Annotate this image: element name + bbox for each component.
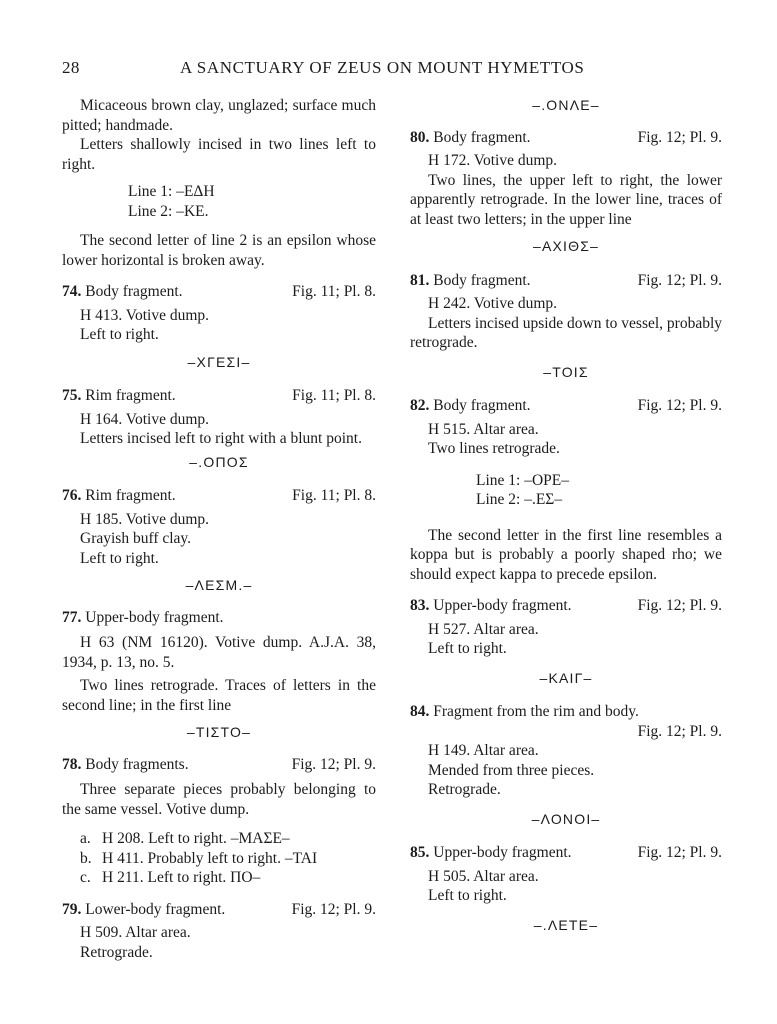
- entry-number: 78.: [62, 755, 82, 773]
- entry-line: Left to right.: [80, 326, 159, 343]
- paragraph: Micaceous brown clay, unglazed; surface much pitted; handmade.: [62, 97, 376, 134]
- figure-reference: Fig. 11; Pl. 8.: [292, 387, 376, 404]
- entry-title: Rim fragment.: [85, 487, 176, 504]
- catalog-entry-84: [410, 702, 722, 722]
- entry-number: 77.: [62, 608, 82, 626]
- entry-title: Body fragment.: [433, 271, 531, 289]
- entry-line: The second letter in the first line resembles a koppa but is probably a poorly shaped rho; we should expect kappa to precede epsilon.: [410, 526, 722, 583]
- entry-line: Letters incised upside down to vessel, probably retrograde.: [410, 314, 723, 351]
- figure-reference: Fig. 12; Pl. 9.: [291, 755, 376, 773]
- running-title: A SANCTUARY OF ZEUS ON MOUNT HYMETTOS: [180, 58, 585, 77]
- entry-line: Left to right.: [428, 640, 507, 657]
- entry-number: 84.: [410, 703, 430, 720]
- entry-line: H 149. Altar area.: [428, 742, 539, 759]
- greek-inscription: –ΑΧΙΘΣ–: [532, 238, 600, 254]
- greek-inscription: –ΛΟΝΟΙ–: [531, 810, 601, 827]
- item-text: H 411. Probably left to right. –ΤΑΙ: [102, 849, 318, 867]
- item-text: H 208. Left to right. –ΜΑΣΕ–: [102, 830, 290, 847]
- entry-line: H 185. Votive dump.: [80, 510, 210, 528]
- right-column: [410, 96, 722, 935]
- entry-line: H 515. Altar area.: [428, 420, 539, 438]
- entry-line: H 413. Votive dump.: [80, 306, 210, 324]
- entry-line: H 164. Votive dump.: [80, 410, 210, 428]
- figure-reference: Fig. 12; Pl. 9.: [637, 597, 722, 614]
- entry-title: Lower-body fragment.: [85, 900, 226, 918]
- list-item: [62, 829, 376, 849]
- figure-reference: Fig. 12; Pl. 9.: [637, 722, 722, 740]
- inscription-line: Line 2: –ΚΕ.: [128, 202, 209, 220]
- greek-inscription: –ΤΙΣΤΟ–: [186, 724, 252, 740]
- entry-line: Left to right.: [80, 549, 159, 567]
- greek-inscription: –.ΟΠΟΣ: [189, 453, 249, 470]
- entry-number: 80.: [410, 128, 430, 146]
- figure-reference: Fig. 12; Pl. 9.: [637, 397, 722, 414]
- item-label: a.: [80, 830, 91, 847]
- paragraph: Letters shallowly incised in two lines left to right.: [62, 136, 376, 173]
- item-label: b.: [80, 849, 92, 867]
- list-item: [62, 868, 376, 888]
- figure-reference: Fig. 12; Pl. 9.: [637, 128, 722, 146]
- entry-title: Upper-body fragment.: [85, 608, 224, 626]
- entry-line: Grayish buff clay.: [80, 530, 192, 547]
- entry-line: Letters incised left to right with a blunt point.: [80, 430, 362, 447]
- figure-reference: Fig. 12; Pl. 9.: [637, 844, 722, 861]
- catalog-entry-79: [62, 900, 376, 920]
- entry-number: 83.: [410, 597, 430, 614]
- entry-number: 81.: [410, 271, 430, 289]
- entry-line: Two lines retrograde. Traces of letters in the second line; in the first line: [62, 677, 376, 714]
- entry-title: Fragment from the rim and body.: [433, 703, 639, 720]
- entry-line: H 63 (NM 16120). Votive dump. A.J.A. 38, 1934, p. 13, no. 5.: [62, 634, 376, 671]
- entry-line: Mended from three pieces.: [428, 761, 595, 779]
- catalog-entry-76: [62, 486, 376, 506]
- catalog-entry-80: [410, 128, 722, 148]
- entry-number: 74.: [62, 283, 82, 300]
- greek-inscription: –ΧΓΕΣΙ–: [187, 353, 251, 370]
- greek-inscription: –.ΟΝΛΕ–: [532, 97, 600, 113]
- figure-reference: Fig. 11; Pl. 8.: [292, 487, 376, 504]
- page-header: [62, 58, 722, 82]
- entry-line: Two lines retrograde.: [428, 440, 560, 457]
- entry-number: 76.: [62, 487, 82, 504]
- entry-line: H 505. Altar area.: [428, 867, 539, 885]
- entry-line: Retrograde.: [80, 943, 153, 961]
- catalog-entry-78: [62, 755, 376, 775]
- greek-inscription: –ΛΕΣΜ.–: [185, 577, 253, 593]
- catalog-entry-83: [410, 596, 722, 616]
- entry-line: Left to right.: [428, 887, 507, 904]
- entry-title: Rim fragment.: [85, 387, 176, 404]
- paragraph: The second letter of line 2 is an epsilon whose lower horizontal is broken away.: [62, 232, 376, 269]
- item-text: H 211. Left to right. ΠΟ–: [102, 869, 261, 886]
- catalog-entry-81: [410, 271, 722, 291]
- item-label: c.: [80, 869, 91, 886]
- entry-line: Retrograde.: [428, 781, 501, 798]
- catalog-entry-74: [62, 282, 376, 302]
- entry-title: Body fragment.: [85, 283, 183, 300]
- inscription-line: Line 2: –.ΕΣ–: [476, 491, 563, 508]
- entry-line: Two lines, the upper left to right, the lower apparently retrograde. In the lower line, traces of at least two letters; in the upper line: [410, 171, 722, 228]
- entry-number: 79.: [62, 900, 82, 918]
- catalog-entry-75: [62, 386, 376, 406]
- entry-line: H 527. Altar area.: [428, 620, 539, 638]
- entry-title: Body fragments.: [85, 755, 189, 773]
- catalog-entry-85: [410, 843, 722, 863]
- figure-reference: Fig. 12; Pl. 9.: [637, 271, 722, 289]
- entry-number: 75.: [62, 387, 82, 404]
- left-column: [62, 96, 376, 962]
- catalog-entry-77: [62, 608, 376, 628]
- catalog-entry-82: [410, 396, 722, 416]
- entry-line: H 242. Votive dump.: [428, 295, 558, 312]
- page-number: 28: [62, 58, 80, 77]
- figure-reference: Fig. 12; Pl. 9.: [291, 900, 376, 918]
- inscription-line: Line 1: –ΟΡΕ–: [476, 471, 569, 489]
- entry-title: Body fragment.: [433, 397, 531, 414]
- greek-inscription: –ΚΑΙΓ–: [539, 669, 593, 686]
- entry-title: Upper-body fragment.: [433, 844, 572, 861]
- entry-number: 82.: [410, 397, 430, 414]
- figure-reference: Fig. 11; Pl. 8.: [292, 283, 376, 300]
- entry-number: 85.: [410, 844, 430, 861]
- greek-inscription: –.ΛΕΤΕ–: [533, 916, 599, 933]
- entry-line: H 172. Votive dump.: [428, 152, 558, 169]
- inscription-line: Line 1: –ΕΔΗ: [128, 183, 215, 200]
- entry-line: Three separate pieces probably belonging to the same vessel. Votive dump.: [62, 781, 376, 818]
- entry-title: Body fragment.: [433, 128, 531, 146]
- list-item: [62, 849, 376, 869]
- entry-line: H 509. Altar area.: [80, 924, 191, 941]
- entry-title: Upper-body fragment.: [433, 597, 572, 614]
- greek-inscription: –ΤΟΙΣ: [543, 363, 589, 380]
